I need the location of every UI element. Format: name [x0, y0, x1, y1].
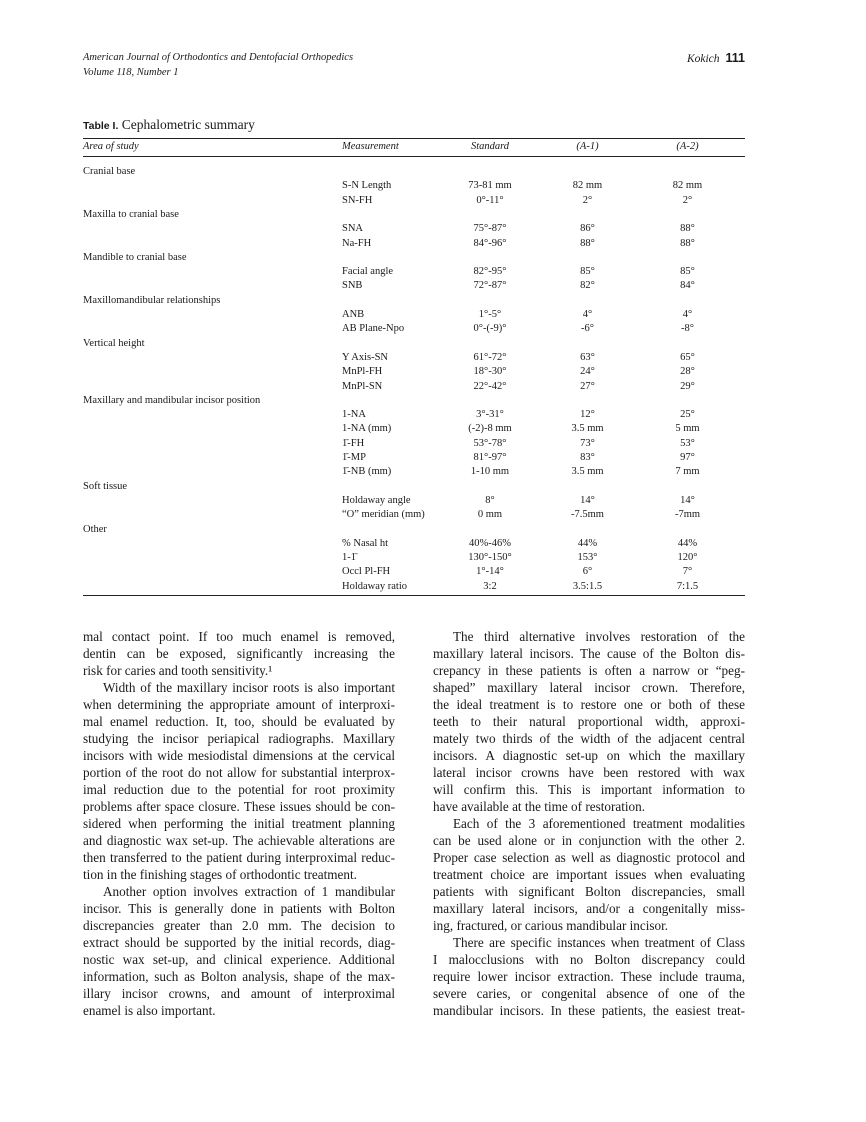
text-line: require lower incisor extraction. These include trauma, — [433, 969, 745, 984]
table-cell-a2: 44% — [677, 537, 698, 549]
table-cell-measurement: MnPl-SN — [342, 380, 383, 392]
text-line: have available at the time of restoration. — [433, 799, 646, 814]
table-cell-a2: 65° — [680, 351, 695, 363]
col-header-a2: (A-2) — [676, 141, 699, 152]
table-cell-a2: -7mm — [674, 509, 701, 521]
table-cell-measurement: SNA — [342, 223, 364, 235]
table-cell-standard: 84°-96° — [473, 237, 507, 249]
table-cell-a2: 2° — [682, 194, 693, 206]
table-cell-a2: 7:1.5 — [676, 580, 699, 592]
text-line: will confirm this. This is important information to — [433, 782, 745, 797]
table-section-heading: Vertical height — [83, 337, 145, 349]
table-cell-standard: 3:2 — [483, 580, 497, 592]
table-cell-a2: 88° — [680, 223, 695, 235]
table-cell-a1: 2° — [582, 194, 593, 206]
table-cell-a2: 28° — [680, 366, 695, 378]
text-line: imal reduction due to the potential for root proximity — [83, 782, 395, 797]
text-column-left — [83, 628, 395, 1019]
table-cell-standard: 0°-(-9)° — [473, 323, 507, 335]
table-cell-measurement: SNB — [342, 280, 363, 292]
table-cell-a1: 85° — [580, 266, 595, 278]
text-line: sidered when performing the initial treatment planning — [83, 816, 395, 831]
table-cell-a2: 84° — [680, 280, 695, 292]
table-cell-measurement: Y Axis-SN — [342, 351, 388, 363]
table-cell-a1: 82° — [580, 280, 595, 292]
table-cell-measurement: 1̄-MP — [342, 452, 366, 463]
table-cell-a1: 14° — [580, 494, 595, 506]
table-cell-a2: 4° — [682, 309, 693, 320]
table-cell-measurement: 1-NA — [342, 409, 366, 421]
table-cell-standard: 81°-97° — [473, 452, 507, 463]
table-cell-a1: 6° — [582, 566, 593, 578]
table-cell-a1: 63° — [580, 351, 595, 363]
table-section-heading: Maxillary and mandibular incisor position — [83, 394, 261, 406]
table-section-heading: Maxilla to cranial base — [83, 208, 179, 220]
table-cell-measurement: Facial angle — [342, 266, 394, 278]
table-cell-measurement: 1-NA (mm) — [342, 423, 392, 435]
table-cell-a1: 83° — [580, 452, 595, 463]
text-line: The third alternative involves restoration of the — [453, 629, 745, 644]
table-cell-measurement: SN-FH — [342, 194, 373, 206]
table-cell-standard: 1°-14° — [476, 566, 504, 578]
table-cell-a2: 7° — [682, 566, 693, 578]
table-cell-measurement: Holdaway ratio — [342, 580, 408, 592]
table-cell-standard: 53°-78° — [473, 437, 507, 449]
running-header-journal: American Journal of Orthodontics and Dentofacial Orthopedics — [83, 52, 354, 63]
table-cell-a1: 44% — [577, 537, 598, 549]
table-cell-a2: 7 mm — [675, 466, 700, 478]
table-bottom-rule — [83, 595, 745, 596]
table-cell-standard: 1-10 mm — [470, 466, 510, 478]
text-line: crepancy in these patients is often a narrow or “peg- — [433, 663, 745, 678]
table-cell-standard: 61°-72° — [473, 351, 507, 363]
text-line: information, such as Bolton analysis, shape of the max- — [83, 969, 395, 984]
table-section-heading: Soft tissue — [83, 480, 128, 492]
table-cell-a1: 3.5 mm — [571, 466, 604, 478]
col-header-a1: (A-1) — [576, 141, 599, 152]
table-section-heading: Mandible to cranial base — [83, 251, 187, 263]
table-cell-measurement: Na-FH — [342, 237, 372, 249]
col-header-standard: Standard — [470, 141, 510, 152]
text-line: Each of the 3 aforementioned treatment modalities — [453, 816, 745, 831]
table-cell-a2: 14° — [680, 494, 695, 506]
table-top-rule — [83, 138, 745, 139]
table-label: Table I. — [83, 120, 119, 132]
text-line: mandibular incisors. In these patients, the easiest treat- — [433, 1003, 745, 1018]
table-cell-a1: -6° — [581, 323, 594, 335]
table-cell-a1: 82 mm — [572, 180, 603, 192]
text-line: nostic wax set-up, and clinical experience. Additional — [83, 952, 395, 967]
table-section-heading: Other — [83, 523, 107, 535]
table-header-rule — [83, 156, 745, 157]
table-cell-measurement: % Nasal ht — [342, 537, 389, 549]
table-cell-a2: 88° — [680, 237, 695, 249]
table-cell-a1: 88° — [580, 237, 595, 249]
page-number: 111 — [725, 51, 745, 65]
text-line: Width of the maxillary incisor roots is also important — [103, 680, 395, 695]
table-cell-measurement: 1-1̄ — [342, 552, 356, 564]
text-line: risk for caries and tooth sensitivity.¹ — [83, 663, 273, 678]
table-cell-a2: -8° — [681, 323, 694, 335]
text-line: incisors with wide mesiodistal dimensions at the cervical — [83, 748, 395, 763]
text-line: studying the incisor periapical radiographs. Maxillary — [83, 731, 395, 746]
table-cell-standard: 0°-11° — [476, 194, 504, 206]
table-cell-a2: 97° — [680, 452, 695, 463]
text-line: dentin can be exposed, significantly increasing the — [83, 646, 395, 661]
table-cell-a1: 153° — [577, 552, 598, 564]
text-line: mately two thirds of the width of the adjacent central — [433, 731, 745, 746]
running-header-author-page — [687, 51, 745, 65]
table-cell-a2: 5 mm — [675, 423, 700, 435]
text-line: extract should be supported by the initial records, diag- — [83, 935, 395, 950]
table-title — [83, 117, 255, 133]
table-cell-standard: 72°-87° — [473, 280, 507, 292]
table-cell-measurement: “O” meridian (mm) — [342, 509, 425, 521]
text-line: Proper case selection as well as diagnostic protocol and — [433, 850, 745, 865]
text-line: mal contact point. If too much enamel is removed, — [83, 629, 395, 644]
table-cell-a2: 29° — [680, 380, 695, 392]
table-cell-a2: 25° — [680, 409, 695, 421]
table-cell-standard: 8° — [485, 494, 495, 506]
table-caption: Cephalometric summary — [121, 117, 255, 132]
text-line: enamel is also important. — [83, 1003, 216, 1018]
table-cell-a1: 24° — [580, 366, 595, 378]
text-line: incisor. This is generally done in patients with Bolton — [83, 901, 395, 916]
text-line: teeth to their natural proportional width, approxi- — [433, 714, 745, 729]
text-line: incisors. A diagnostic set-up on which the maxillary — [433, 748, 745, 763]
col-header-measurement: Measurement — [342, 141, 399, 152]
text-line: discrepancies greater than 2.0 mm. The decision to — [83, 918, 395, 933]
text-line: mal enamel reduction. It, too, should be evaluated by — [83, 714, 395, 729]
text-line: ing, fractured, or carious mandibular incisor. — [433, 918, 669, 933]
text-line: the ideal treatment is to restore one or both of these — [433, 697, 745, 712]
table-cell-a2: 53° — [680, 437, 695, 449]
text-line: severe caries, or congenital absence of one of the — [433, 986, 745, 1001]
table-cell-measurement: Holdaway angle — [342, 494, 411, 506]
table-cell-standard: 3°-31° — [476, 409, 504, 421]
table-cell-a1: 86° — [580, 223, 595, 235]
text-line: maxillary lateral incisors. The cause of the Bolton dis- — [433, 646, 745, 661]
table-cell-a2: 85° — [680, 266, 695, 278]
text-line: illary incisor crowns, and amount of interproximal — [83, 986, 395, 1001]
table-cell-measurement: ANB — [342, 309, 365, 320]
table-cell-standard: (-2)-8 mm — [468, 423, 512, 435]
table-section-heading: Cranial base — [83, 166, 136, 177]
table-cell-a2: 120° — [677, 552, 698, 564]
table-section-heading: Maxillomandibular relationships — [83, 294, 221, 306]
table-cell-standard: 75°-87° — [473, 223, 507, 235]
table-cell-measurement: Occl Pl-FH — [342, 566, 391, 578]
text-line: Another option involves extraction of 1 mandibular — [103, 884, 395, 899]
text-line: problems after space closure. These issues should be con- — [83, 799, 395, 814]
table-cell-a2: 82 mm — [672, 180, 703, 192]
table-cell-measurement: 1̄-FH — [342, 437, 365, 449]
text-column-right — [433, 628, 745, 1019]
text-line: There are specific instances when treatment of Class — [453, 935, 745, 950]
text-line: patients with significant Bolton discrepancies, small — [433, 884, 745, 899]
table-cell-a1: 3.5:1.5 — [572, 580, 603, 592]
table-cell-standard: 82°-95° — [473, 266, 507, 278]
table-cell-standard: 22°-42° — [473, 380, 507, 392]
text-line: maxillary lateral incisors, and/or a congenitally miss- — [433, 901, 745, 916]
table-cell-measurement: MnPl-FH — [342, 366, 383, 378]
table-cell-measurement: AB Plane-Npo — [342, 323, 405, 335]
table-cell-a1: 4° — [582, 309, 593, 320]
text-line: treatment choice are important issues when evaluating — [433, 867, 745, 882]
table-cell-a1: 12° — [580, 409, 595, 421]
text-line: shaped” maxillary lateral incisor crown. Therefore, — [433, 680, 745, 695]
table-cell-measurement: S-N Length — [342, 180, 392, 192]
table-cell-standard: 0 mm — [477, 509, 503, 521]
text-line: can be used alone or in conjunction with the other 2. — [433, 833, 745, 848]
table-cell-a1: -7.5mm — [571, 509, 604, 521]
col-header-area: Area of study — [83, 141, 139, 152]
table-cell-a1: 73° — [580, 437, 595, 449]
table-cell-standard: 40%-46% — [469, 537, 511, 549]
text-line: portion of the root do not allow for substantial interprox- — [83, 765, 395, 780]
table-cell-standard: 73-81 mm — [468, 180, 512, 192]
text-line: and diagnostic wax set-up. The achievable alterations are — [83, 833, 395, 848]
table-cell-standard: 130°-150° — [468, 552, 512, 564]
text-line: lateral incisor crowns have been restored with wax — [433, 765, 745, 780]
text-line: tion in the finishing stages of orthodontic treatment. — [83, 867, 357, 882]
text-line: then transferred to the patient during interproximal reduc- — [83, 850, 395, 865]
running-header-volume: Volume 118, Number 1 — [83, 67, 179, 78]
table-cell-standard: 18°-30° — [473, 366, 507, 378]
table-cell-standard: 1°-5° — [478, 309, 502, 320]
author-name: Kokich — [686, 53, 720, 65]
table-cell-a1: 3.5 mm — [571, 423, 604, 435]
text-line: I malocclusions with no Bolton discrepancy could — [433, 952, 745, 967]
text-line: when determining the appropriate amount of interproxi- — [83, 697, 395, 712]
table-cell-a1: 27° — [580, 380, 595, 392]
table-cell-measurement: 1̄-NB (mm) — [342, 466, 392, 478]
